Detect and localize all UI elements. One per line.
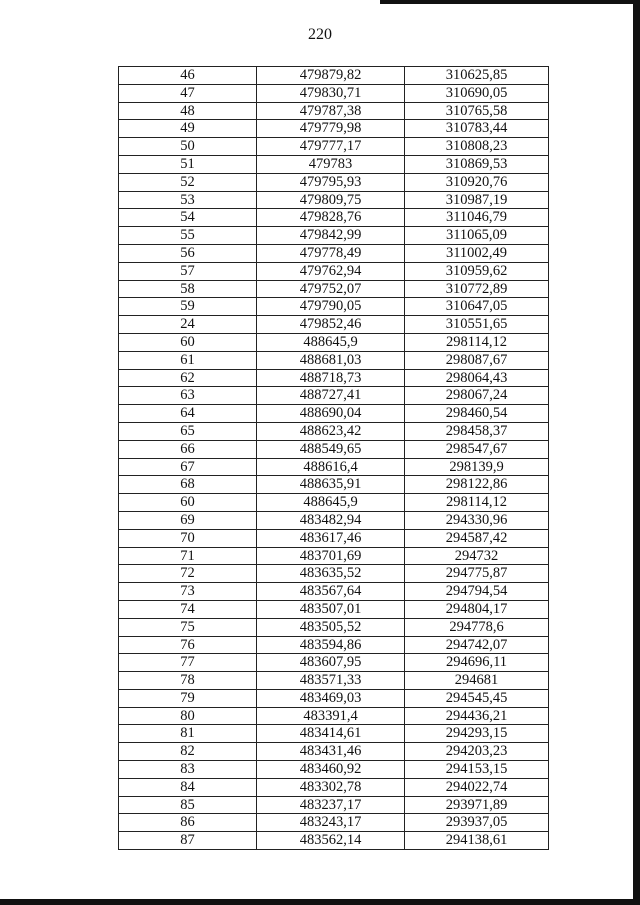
table-row bbox=[119, 84, 549, 102]
x-coordinate-cell: 479779,98 bbox=[257, 120, 405, 138]
y-coordinate-cell: 298064,43 bbox=[405, 369, 549, 387]
x-coordinate-cell: 479828,76 bbox=[257, 209, 405, 227]
point-number-cell: 51 bbox=[119, 155, 257, 173]
table-row bbox=[119, 618, 549, 636]
x-coordinate-cell: 479777,17 bbox=[257, 138, 405, 156]
x-coordinate-cell: 488616,4 bbox=[257, 458, 405, 476]
x-coordinate-cell: 483414,61 bbox=[257, 725, 405, 743]
x-coordinate-cell: 488645,9 bbox=[257, 494, 405, 512]
table-row bbox=[119, 67, 549, 85]
x-coordinate-cell: 483607,95 bbox=[257, 654, 405, 672]
point-number-cell: 74 bbox=[119, 600, 257, 618]
table-row bbox=[119, 298, 549, 316]
y-coordinate-cell: 294203,23 bbox=[405, 743, 549, 761]
y-coordinate-cell: 310987,19 bbox=[405, 191, 549, 209]
point-number-cell: 54 bbox=[119, 209, 257, 227]
x-coordinate-cell: 488645,9 bbox=[257, 333, 405, 351]
y-coordinate-cell: 310808,23 bbox=[405, 138, 549, 156]
y-coordinate-cell: 298122,86 bbox=[405, 476, 549, 494]
page-number: 220 bbox=[308, 26, 332, 43]
x-coordinate-cell: 483571,33 bbox=[257, 672, 405, 690]
point-number-cell: 78 bbox=[119, 672, 257, 690]
y-coordinate-cell: 294330,96 bbox=[405, 511, 549, 529]
point-number-cell: 64 bbox=[119, 405, 257, 423]
table-row bbox=[119, 832, 549, 850]
point-number-cell: 83 bbox=[119, 761, 257, 779]
point-number-cell: 75 bbox=[119, 618, 257, 636]
table-row bbox=[119, 672, 549, 690]
y-coordinate-cell: 294436,21 bbox=[405, 707, 549, 725]
table-row bbox=[119, 636, 549, 654]
table-row bbox=[119, 583, 549, 601]
table-row bbox=[119, 600, 549, 618]
x-coordinate-cell: 488549,65 bbox=[257, 440, 405, 458]
point-number-cell: 69 bbox=[119, 511, 257, 529]
scan-edge-top bbox=[380, 0, 640, 4]
table-row bbox=[119, 173, 549, 191]
y-coordinate-cell: 294775,87 bbox=[405, 565, 549, 583]
coordinates-table bbox=[118, 66, 549, 850]
point-number-cell: 52 bbox=[119, 173, 257, 191]
table-row bbox=[119, 725, 549, 743]
x-coordinate-cell: 479783 bbox=[257, 155, 405, 173]
table-row bbox=[119, 529, 549, 547]
y-coordinate-cell: 311002,49 bbox=[405, 244, 549, 262]
point-number-cell: 46 bbox=[119, 67, 257, 85]
table-row bbox=[119, 796, 549, 814]
x-coordinate-cell: 479762,94 bbox=[257, 262, 405, 280]
point-number-cell: 80 bbox=[119, 707, 257, 725]
point-number-cell: 65 bbox=[119, 422, 257, 440]
table-row bbox=[119, 155, 549, 173]
x-coordinate-cell: 479842,99 bbox=[257, 227, 405, 245]
table-row bbox=[119, 422, 549, 440]
table-row bbox=[119, 440, 549, 458]
point-number-cell: 84 bbox=[119, 778, 257, 796]
table-row bbox=[119, 689, 549, 707]
x-coordinate-cell: 479752,07 bbox=[257, 280, 405, 298]
table-row bbox=[119, 316, 549, 334]
table-row bbox=[119, 262, 549, 280]
point-number-cell: 70 bbox=[119, 529, 257, 547]
y-coordinate-cell: 298114,12 bbox=[405, 333, 549, 351]
y-coordinate-cell: 310690,05 bbox=[405, 84, 549, 102]
y-coordinate-cell: 310920,76 bbox=[405, 173, 549, 191]
point-number-cell: 62 bbox=[119, 369, 257, 387]
point-number-cell: 82 bbox=[119, 743, 257, 761]
point-number-cell: 71 bbox=[119, 547, 257, 565]
y-coordinate-cell: 294587,42 bbox=[405, 529, 549, 547]
point-number-cell: 77 bbox=[119, 654, 257, 672]
x-coordinate-cell: 483507,01 bbox=[257, 600, 405, 618]
x-coordinate-cell: 488623,42 bbox=[257, 422, 405, 440]
y-coordinate-cell: 298458,37 bbox=[405, 422, 549, 440]
table-row bbox=[119, 761, 549, 779]
table-row bbox=[119, 138, 549, 156]
y-coordinate-cell: 298139,9 bbox=[405, 458, 549, 476]
x-coordinate-cell: 479852,46 bbox=[257, 316, 405, 334]
y-coordinate-cell: 298547,67 bbox=[405, 440, 549, 458]
table-row bbox=[119, 120, 549, 138]
x-coordinate-cell: 479778,49 bbox=[257, 244, 405, 262]
point-number-cell: 66 bbox=[119, 440, 257, 458]
y-coordinate-cell: 294681 bbox=[405, 672, 549, 690]
point-number-cell: 85 bbox=[119, 796, 257, 814]
point-number-cell: 76 bbox=[119, 636, 257, 654]
y-coordinate-cell: 294153,15 bbox=[405, 761, 549, 779]
x-coordinate-cell: 488681,03 bbox=[257, 351, 405, 369]
table-row bbox=[119, 707, 549, 725]
table-row bbox=[119, 654, 549, 672]
x-coordinate-cell: 483567,64 bbox=[257, 583, 405, 601]
x-coordinate-cell: 483469,03 bbox=[257, 689, 405, 707]
table-row bbox=[119, 547, 549, 565]
y-coordinate-cell: 310765,58 bbox=[405, 102, 549, 120]
table-row bbox=[119, 511, 549, 529]
table-row bbox=[119, 405, 549, 423]
table-row bbox=[119, 494, 549, 512]
y-coordinate-cell: 294742,07 bbox=[405, 636, 549, 654]
table-row bbox=[119, 743, 549, 761]
point-number-cell: 60 bbox=[119, 494, 257, 512]
x-coordinate-cell: 483594,86 bbox=[257, 636, 405, 654]
y-coordinate-cell: 311046,79 bbox=[405, 209, 549, 227]
y-coordinate-cell: 294732 bbox=[405, 547, 549, 565]
x-coordinate-cell: 483617,46 bbox=[257, 529, 405, 547]
x-coordinate-cell: 483237,17 bbox=[257, 796, 405, 814]
y-coordinate-cell: 298114,12 bbox=[405, 494, 549, 512]
y-coordinate-cell: 294545,45 bbox=[405, 689, 549, 707]
x-coordinate-cell: 483431,46 bbox=[257, 743, 405, 761]
scan-edge-right bbox=[633, 0, 640, 905]
y-coordinate-cell: 293971,89 bbox=[405, 796, 549, 814]
point-number-cell: 87 bbox=[119, 832, 257, 850]
y-coordinate-cell: 294778,6 bbox=[405, 618, 549, 636]
x-coordinate-cell: 483460,92 bbox=[257, 761, 405, 779]
y-coordinate-cell: 311065,09 bbox=[405, 227, 549, 245]
point-number-cell: 55 bbox=[119, 227, 257, 245]
table-row bbox=[119, 565, 549, 583]
x-coordinate-cell: 488690,04 bbox=[257, 405, 405, 423]
x-coordinate-cell: 479830,71 bbox=[257, 84, 405, 102]
point-number-cell: 50 bbox=[119, 138, 257, 156]
x-coordinate-cell: 479879,82 bbox=[257, 67, 405, 85]
point-number-cell: 53 bbox=[119, 191, 257, 209]
point-number-cell: 61 bbox=[119, 351, 257, 369]
point-number-cell: 63 bbox=[119, 387, 257, 405]
y-coordinate-cell: 298460,54 bbox=[405, 405, 549, 423]
point-number-cell: 47 bbox=[119, 84, 257, 102]
x-coordinate-cell: 488718,73 bbox=[257, 369, 405, 387]
x-coordinate-cell: 479787,38 bbox=[257, 102, 405, 120]
table-row bbox=[119, 102, 549, 120]
table-row bbox=[119, 778, 549, 796]
x-coordinate-cell: 479790,05 bbox=[257, 298, 405, 316]
y-coordinate-cell: 310551,65 bbox=[405, 316, 549, 334]
point-number-cell: 48 bbox=[119, 102, 257, 120]
x-coordinate-cell: 483391,4 bbox=[257, 707, 405, 725]
y-coordinate-cell: 294022,74 bbox=[405, 778, 549, 796]
table-row bbox=[119, 280, 549, 298]
x-coordinate-cell: 483701,69 bbox=[257, 547, 405, 565]
point-number-cell: 59 bbox=[119, 298, 257, 316]
point-number-cell: 57 bbox=[119, 262, 257, 280]
table-row bbox=[119, 244, 549, 262]
point-number-cell: 67 bbox=[119, 458, 257, 476]
table-row bbox=[119, 209, 549, 227]
x-coordinate-cell: 483562,14 bbox=[257, 832, 405, 850]
point-number-cell: 86 bbox=[119, 814, 257, 832]
y-coordinate-cell: 310783,44 bbox=[405, 120, 549, 138]
table-row bbox=[119, 191, 549, 209]
point-number-cell: 81 bbox=[119, 725, 257, 743]
point-number-cell: 56 bbox=[119, 244, 257, 262]
scan-edge-bottom bbox=[0, 899, 640, 905]
y-coordinate-cell: 294138,61 bbox=[405, 832, 549, 850]
table-row bbox=[119, 458, 549, 476]
coordinates-table-body bbox=[119, 67, 549, 850]
point-number-cell: 79 bbox=[119, 689, 257, 707]
y-coordinate-cell: 310625,85 bbox=[405, 67, 549, 85]
y-coordinate-cell: 294696,11 bbox=[405, 654, 549, 672]
table-row bbox=[119, 476, 549, 494]
y-coordinate-cell: 294293,15 bbox=[405, 725, 549, 743]
point-number-cell: 72 bbox=[119, 565, 257, 583]
y-coordinate-cell: 310772,89 bbox=[405, 280, 549, 298]
y-coordinate-cell: 310869,53 bbox=[405, 155, 549, 173]
table-row bbox=[119, 333, 549, 351]
y-coordinate-cell: 298087,67 bbox=[405, 351, 549, 369]
x-coordinate-cell: 483243,17 bbox=[257, 814, 405, 832]
x-coordinate-cell: 488635,91 bbox=[257, 476, 405, 494]
x-coordinate-cell: 483482,94 bbox=[257, 511, 405, 529]
y-coordinate-cell: 310959,62 bbox=[405, 262, 549, 280]
x-coordinate-cell: 483505,52 bbox=[257, 618, 405, 636]
point-number-cell: 60 bbox=[119, 333, 257, 351]
y-coordinate-cell: 294794,54 bbox=[405, 583, 549, 601]
point-number-cell: 49 bbox=[119, 120, 257, 138]
x-coordinate-cell: 483302,78 bbox=[257, 778, 405, 796]
point-number-cell: 68 bbox=[119, 476, 257, 494]
table-row bbox=[119, 814, 549, 832]
x-coordinate-cell: 483635,52 bbox=[257, 565, 405, 583]
table-row bbox=[119, 387, 549, 405]
point-number-cell: 73 bbox=[119, 583, 257, 601]
x-coordinate-cell: 479809,75 bbox=[257, 191, 405, 209]
x-coordinate-cell: 479795,93 bbox=[257, 173, 405, 191]
table-row bbox=[119, 369, 549, 387]
point-number-cell: 24 bbox=[119, 316, 257, 334]
table-row bbox=[119, 227, 549, 245]
point-number-cell: 58 bbox=[119, 280, 257, 298]
y-coordinate-cell: 298067,24 bbox=[405, 387, 549, 405]
y-coordinate-cell: 310647,05 bbox=[405, 298, 549, 316]
x-coordinate-cell: 488727,41 bbox=[257, 387, 405, 405]
y-coordinate-cell: 293937,05 bbox=[405, 814, 549, 832]
table-row bbox=[119, 351, 549, 369]
y-coordinate-cell: 294804,17 bbox=[405, 600, 549, 618]
